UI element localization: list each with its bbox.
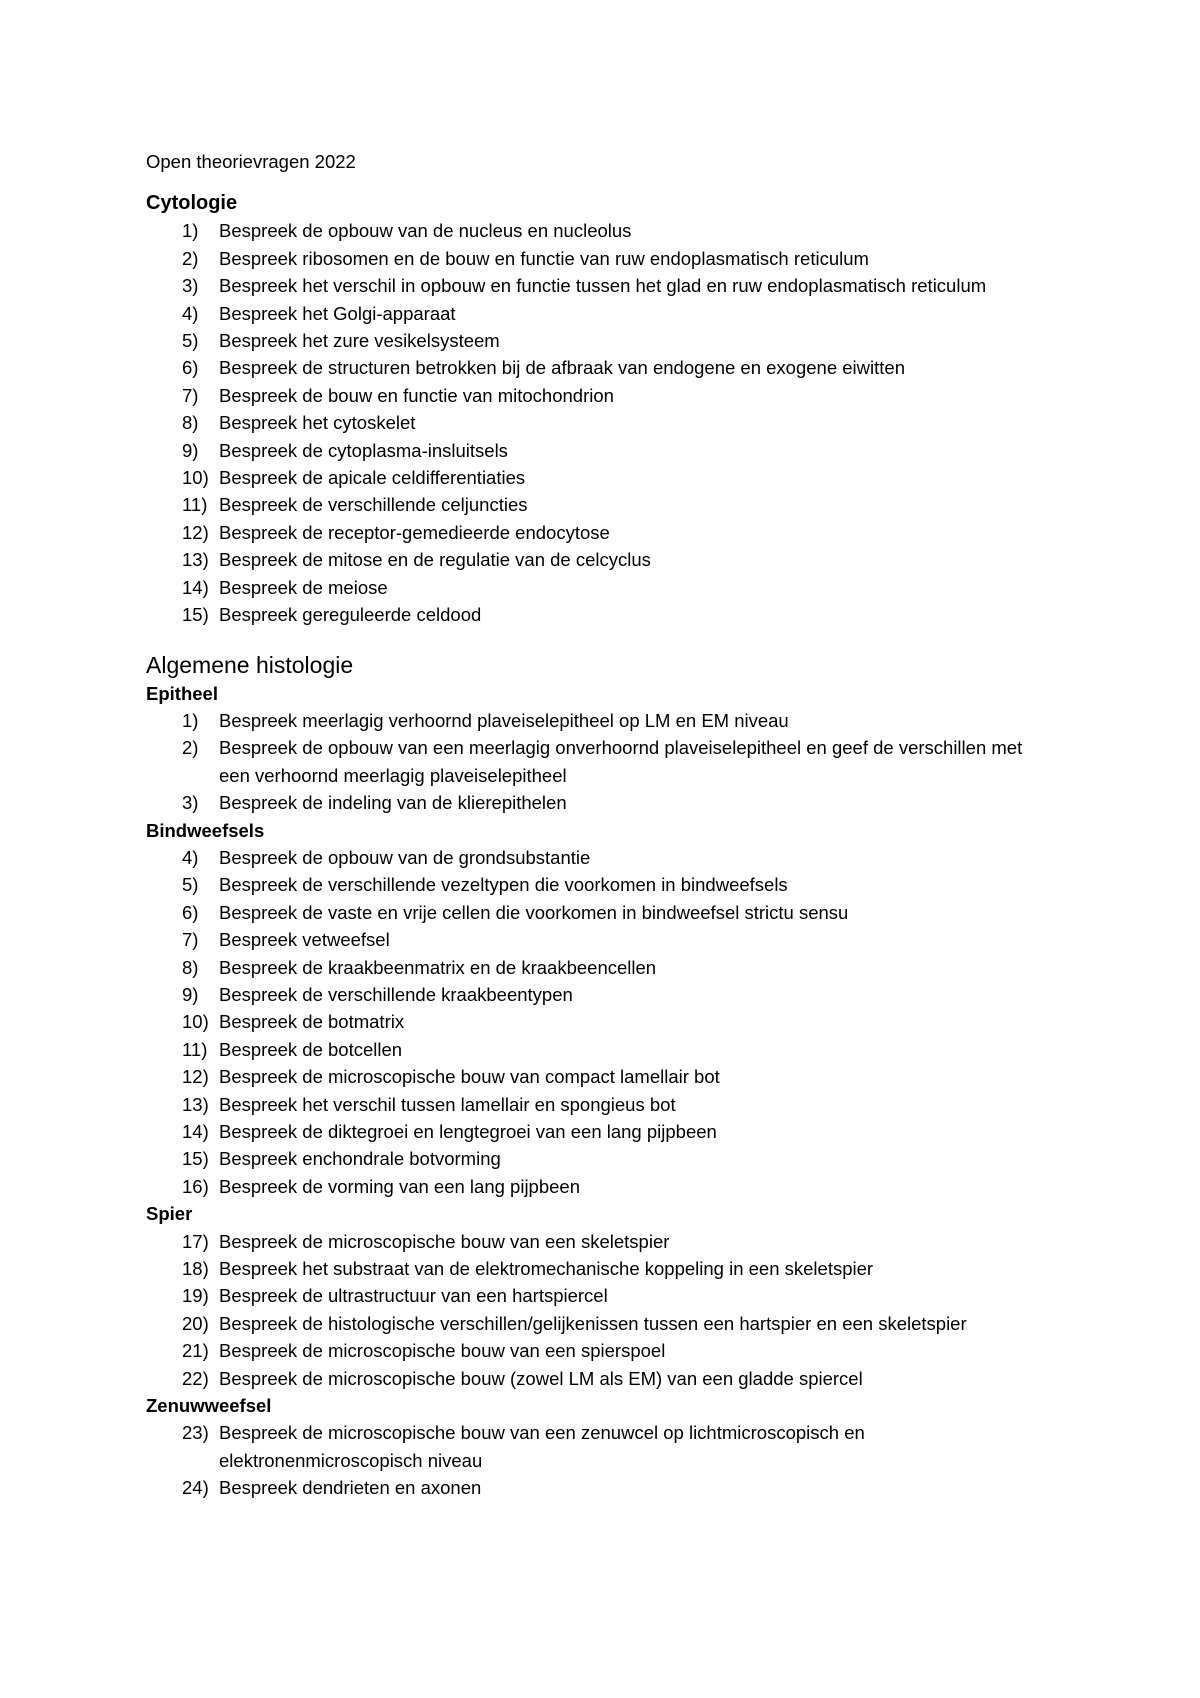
question-item bbox=[146, 707, 1046, 734]
question-number: 24) bbox=[182, 1477, 209, 1499]
question-text: Bespreek de cytoplasma-insluitsels bbox=[219, 439, 508, 461]
question-number: 14) bbox=[182, 576, 209, 598]
question-text: Bespreek het verschil tussen lamellair en spongieus bot bbox=[219, 1093, 676, 1115]
question-number: 2) bbox=[182, 247, 199, 269]
zenuwweefsel-question-list bbox=[146, 1419, 1046, 1501]
question-text: Bespreek de microscopische bouw van compact lamellair bot bbox=[219, 1066, 720, 1088]
question-item bbox=[146, 464, 1046, 491]
question-item bbox=[146, 734, 1046, 789]
question-text: Bespreek meerlagig verhoornd plaveiselepitheel op LM en EM niveau bbox=[219, 709, 789, 731]
question-text: Bespreek de mitose en de regulatie van de celcyclus bbox=[219, 549, 651, 571]
question-text: Bespreek de indeling van de klierepithelen bbox=[219, 792, 567, 814]
question-number: 20) bbox=[182, 1312, 209, 1334]
question-item bbox=[146, 1008, 1046, 1035]
question-text: Bespreek het cytoskelet bbox=[219, 412, 416, 434]
question-item bbox=[146, 574, 1046, 601]
question-number: 13) bbox=[182, 549, 209, 571]
question-text: Bespreek dendrieten en axonen bbox=[219, 1477, 482, 1499]
spier-question-list bbox=[146, 1228, 1046, 1392]
question-text: Bespreek de apicale celdifferentiaties bbox=[219, 467, 526, 489]
question-number: 21) bbox=[182, 1340, 209, 1362]
question-text: Bespreek de receptor-gemedieerde endocytose bbox=[219, 521, 610, 543]
question-number: 8) bbox=[182, 412, 199, 434]
question-number: 3) bbox=[182, 275, 199, 297]
question-text: Bespreek de vorming van een lang pijpbeen bbox=[219, 1175, 580, 1197]
question-text: Bespreek de opbouw van een meerlagig onverhoornd plaveiselepitheel en geef de verschillen met een verhoornd meerlagig plaveiselepitheel bbox=[219, 737, 1023, 786]
question-number: 4) bbox=[182, 302, 199, 324]
question-text: Bespreek de microscopische bouw van een zenuwcel op lichtmicroscopisch en elektronenmicroscopisch niveau bbox=[219, 1422, 865, 1471]
question-item bbox=[146, 272, 1046, 299]
question-item bbox=[146, 546, 1046, 573]
question-item bbox=[146, 354, 1046, 381]
question-text: Bespreek de ultrastructuur van een hartspiercel bbox=[219, 1285, 608, 1307]
question-text: Bespreek vetweefsel bbox=[219, 929, 390, 951]
question-item bbox=[146, 1145, 1046, 1172]
question-item bbox=[146, 1255, 1046, 1282]
document-content bbox=[146, 148, 1046, 1502]
question-number: 17) bbox=[182, 1230, 209, 1252]
question-item bbox=[146, 1118, 1046, 1145]
question-item bbox=[146, 601, 1046, 628]
question-text: Bespreek de opbouw van de nucleus en nucleolus bbox=[219, 220, 632, 242]
question-number: 16) bbox=[182, 1175, 209, 1197]
question-number: 1) bbox=[182, 709, 199, 731]
question-text: Bespreek het verschil in opbouw en functie tussen het glad en ruw endoplasmatisch reticulum bbox=[219, 275, 987, 297]
question-number: 10) bbox=[182, 1011, 209, 1033]
question-text: Bespreek enchondrale botvorming bbox=[219, 1148, 501, 1170]
question-item bbox=[146, 491, 1046, 518]
question-number: 12) bbox=[182, 1066, 209, 1088]
question-item bbox=[146, 1365, 1046, 1392]
question-text: Bespreek de vaste en vrije cellen die voorkomen in bindweefsel strictu sensu bbox=[219, 901, 849, 923]
question-item bbox=[146, 1337, 1046, 1364]
question-number: 9) bbox=[182, 439, 199, 461]
question-item bbox=[146, 1173, 1046, 1200]
subsection-heading-bindweefsels: Bindweefsels bbox=[146, 819, 265, 841]
cytologie-question-list bbox=[146, 217, 1046, 628]
document-title: Open theorievragen 2022 bbox=[146, 151, 356, 172]
question-text: Bespreek de verschillende celjuncties bbox=[219, 494, 528, 516]
question-text: Bespreek de opbouw van de grondsubstantie bbox=[219, 846, 591, 868]
question-number: 6) bbox=[182, 901, 199, 923]
question-text: Bespreek de microscopische bouw van een spierspoel bbox=[219, 1340, 666, 1362]
question-text: Bespreek de botmatrix bbox=[219, 1011, 405, 1033]
question-text: Bespreek de meiose bbox=[219, 576, 388, 598]
question-item bbox=[146, 1091, 1046, 1118]
question-item bbox=[146, 1063, 1046, 1090]
question-item bbox=[146, 1419, 1046, 1474]
question-number: 3) bbox=[182, 792, 199, 814]
question-number: 22) bbox=[182, 1367, 209, 1389]
question-number: 13) bbox=[182, 1093, 209, 1115]
section-heading-cytologie: Cytologie bbox=[146, 192, 238, 215]
question-number: 7) bbox=[182, 929, 199, 951]
question-item bbox=[146, 300, 1046, 327]
question-item bbox=[146, 899, 1046, 926]
question-number: 11) bbox=[182, 494, 208, 516]
question-item bbox=[146, 1310, 1046, 1337]
question-text: Bespreek de microscopische bouw (zowel LM als EM) van een gladde spiercel bbox=[219, 1367, 863, 1389]
question-number: 14) bbox=[182, 1121, 209, 1142]
question-number: 10) bbox=[182, 467, 209, 489]
question-text: Bespreek het substraat van de elektromechanische koppeling in een skeletspier bbox=[219, 1258, 874, 1280]
question-item bbox=[146, 437, 1046, 464]
bindweefsels-question-list bbox=[146, 844, 1046, 1200]
question-text: Bespreek de bouw en functie van mitochondrion bbox=[219, 384, 614, 406]
question-item bbox=[146, 981, 1046, 1008]
question-number: 11) bbox=[182, 1038, 208, 1060]
question-number: 23) bbox=[182, 1422, 209, 1444]
question-number: 7) bbox=[182, 384, 199, 406]
question-number: 19) bbox=[182, 1285, 209, 1307]
question-item bbox=[146, 1474, 1046, 1501]
question-text: Bespreek de botcellen bbox=[219, 1038, 403, 1060]
question-text: Bespreek de diktegroei en lengtegroei van een lang pijpbeen bbox=[219, 1121, 717, 1142]
question-item bbox=[146, 245, 1046, 272]
question-text: Bespreek het zure vesikelsysteem bbox=[219, 330, 500, 352]
question-item bbox=[146, 1036, 1046, 1063]
section-heading-algemene-histologie: Algemene histologie bbox=[146, 651, 354, 678]
question-text: Bespreek de verschillende kraakbeentypen bbox=[219, 983, 573, 1005]
subsection-heading-zenuwweefsel: Zenuwweefsel bbox=[146, 1395, 272, 1417]
question-number: 4) bbox=[182, 846, 199, 868]
question-item bbox=[146, 954, 1046, 981]
question-number: 8) bbox=[182, 956, 199, 978]
question-text: Bespreek de histologische verschillen/gelijkenissen tussen een hartspier en een skeletspier bbox=[219, 1312, 967, 1334]
question-text: Bespreek gereguleerde celdood bbox=[219, 604, 482, 626]
question-number: 9) bbox=[182, 983, 199, 1005]
question-number: 15) bbox=[182, 604, 209, 626]
question-item bbox=[146, 1228, 1046, 1255]
question-item bbox=[146, 844, 1046, 871]
question-number: 15) bbox=[182, 1148, 209, 1170]
question-number: 5) bbox=[182, 874, 199, 896]
question-text: Bespreek de verschillende vezeltypen die voorkomen in bindweefsels bbox=[219, 874, 788, 896]
question-item bbox=[146, 409, 1046, 436]
question-number: 18) bbox=[182, 1258, 209, 1280]
question-item bbox=[146, 871, 1046, 898]
subsection-heading-epitheel: Epitheel bbox=[146, 682, 218, 704]
question-item bbox=[146, 519, 1046, 546]
question-number: 2) bbox=[182, 737, 199, 759]
question-item bbox=[146, 217, 1046, 244]
question-item bbox=[146, 382, 1046, 409]
question-item bbox=[146, 1282, 1046, 1309]
question-item bbox=[146, 789, 1046, 816]
question-text: Bespreek de structuren betrokken bij de afbraak van endogene en exogene eiwitten bbox=[219, 357, 905, 379]
question-text: Bespreek de kraakbeenmatrix en de kraakbeencellen bbox=[219, 956, 657, 978]
question-item bbox=[146, 327, 1046, 354]
subsection-heading-spier: Spier bbox=[146, 1203, 193, 1225]
question-number: 5) bbox=[182, 330, 199, 352]
question-number: 1) bbox=[182, 220, 199, 242]
question-number: 6) bbox=[182, 357, 199, 379]
epitheel-question-list bbox=[146, 707, 1046, 817]
question-text: Bespreek de microscopische bouw van een skeletspier bbox=[219, 1230, 670, 1252]
question-number: 12) bbox=[182, 521, 209, 543]
question-text: Bespreek ribosomen en de bouw en functie van ruw endoplasmatisch reticulum bbox=[219, 247, 869, 269]
question-text: Bespreek het Golgi-apparaat bbox=[219, 302, 456, 324]
question-item bbox=[146, 926, 1046, 953]
